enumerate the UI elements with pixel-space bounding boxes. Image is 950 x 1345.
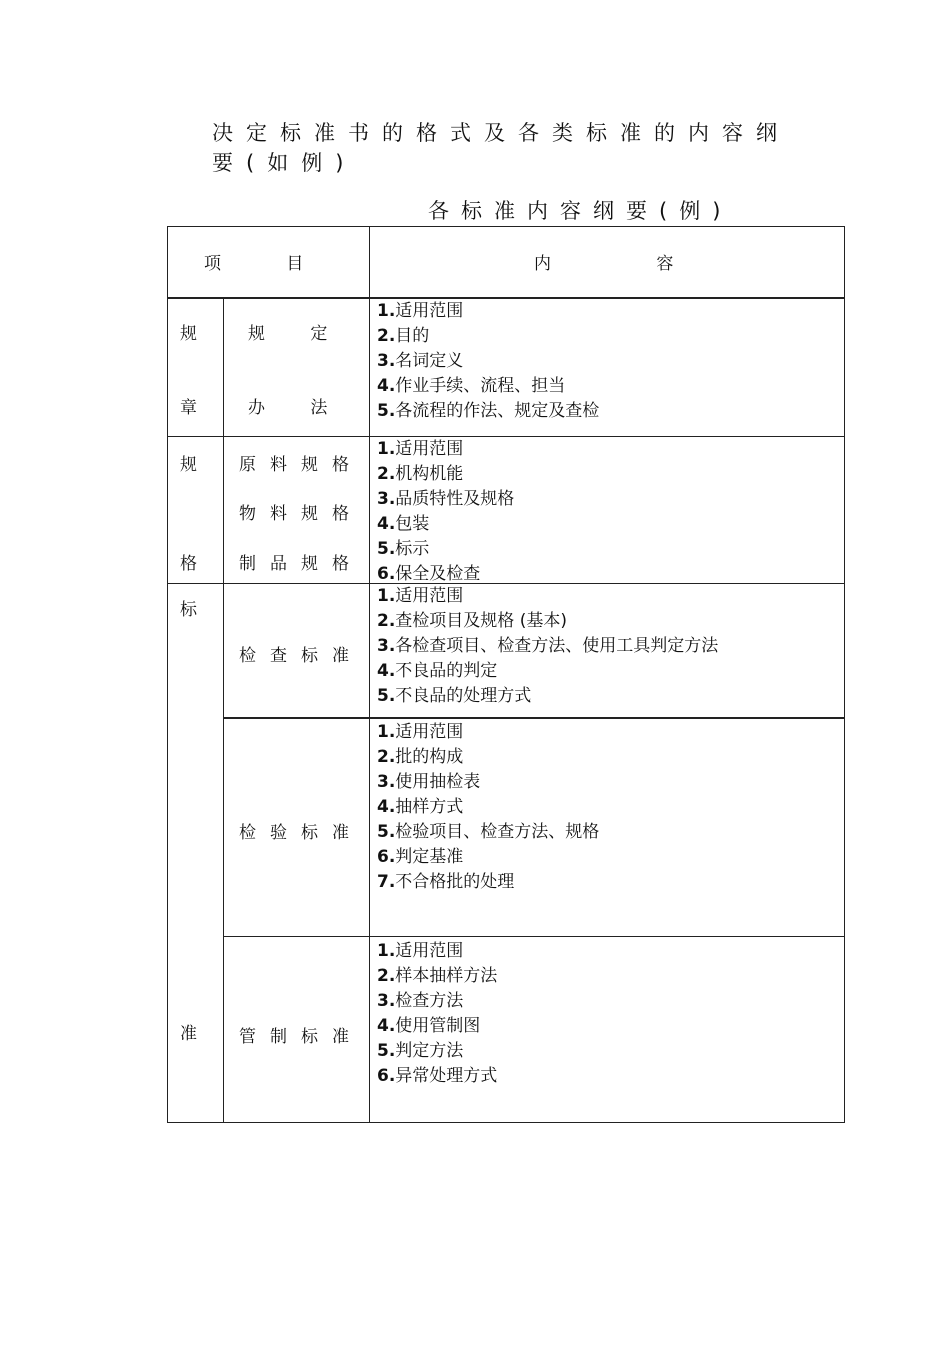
content-item: 5.标示 bbox=[377, 539, 430, 559]
sub-label: 检验标准 bbox=[239, 823, 363, 843]
content-item: 2.目的 bbox=[377, 326, 430, 346]
sub-label: 物料规格 bbox=[239, 504, 363, 524]
header-content: 内 容 bbox=[534, 254, 674, 274]
content-item: 6.保全及检查 bbox=[377, 564, 481, 583]
content-list bbox=[377, 939, 497, 1089]
content-item: 2.样本抽样方法 bbox=[377, 966, 498, 986]
sub-label: 办 法 bbox=[248, 398, 328, 418]
group-label: 标 bbox=[180, 600, 197, 620]
header-item: 项 目 bbox=[204, 254, 304, 274]
row-divider bbox=[223, 936, 845, 937]
content-item: 1.适用范围 bbox=[377, 586, 464, 606]
content-item: 4.使用管制图 bbox=[377, 1016, 481, 1036]
content-item: 4.包装 bbox=[377, 514, 430, 534]
document-title-line2: 要(如例) bbox=[212, 151, 357, 175]
table-border-left bbox=[167, 226, 168, 1123]
content-list bbox=[377, 720, 599, 895]
content-list bbox=[377, 299, 599, 424]
sub-label: 原料规格 bbox=[239, 455, 363, 475]
sub-label: 检查标准 bbox=[239, 646, 363, 666]
group-label: 章 bbox=[180, 398, 197, 418]
content-item: 5.各流程的作法、规定及查检 bbox=[377, 401, 600, 421]
document-title-line1: 决定标准书的格式及各类标准的内容纲 bbox=[212, 121, 790, 145]
content-item: 5.不良品的处理方式 bbox=[377, 686, 532, 706]
content-item: 3.名词定义 bbox=[377, 351, 464, 371]
group-label: 格 bbox=[180, 554, 197, 574]
content-item: 3.品质特性及规格 bbox=[377, 489, 515, 509]
content-item: 1.适用范围 bbox=[377, 941, 464, 961]
content-item: 7.不合格批的处理 bbox=[377, 872, 515, 892]
table-title: 各标准内容纲要(例) bbox=[428, 199, 733, 223]
content-item: 1.适用范围 bbox=[377, 439, 464, 459]
content-item: 4.抽样方式 bbox=[377, 797, 464, 817]
content-item: 2.查检项目及规格 (基本) bbox=[377, 611, 567, 631]
content-item: 5.检验项目、检查方法、规格 bbox=[377, 822, 600, 842]
content-item: 1.适用范围 bbox=[377, 301, 464, 321]
content-item: 4.作业手续、流程、担当 bbox=[377, 376, 566, 396]
content-item: 6.异常处理方式 bbox=[377, 1066, 498, 1086]
content-item: 4.不良品的判定 bbox=[377, 661, 498, 681]
content-item: 3.使用抽检表 bbox=[377, 772, 481, 792]
content-item: 2.机构机能 bbox=[377, 464, 464, 484]
column-divider bbox=[223, 297, 224, 1123]
content-item: 6.判定基准 bbox=[377, 847, 464, 867]
sub-label: 规 定 bbox=[248, 324, 328, 344]
group-label: 准 bbox=[180, 1024, 197, 1044]
content-item: 5.判定方法 bbox=[377, 1041, 464, 1061]
row-divider bbox=[223, 717, 845, 719]
content-list bbox=[377, 584, 718, 709]
content-item: 2.批的构成 bbox=[377, 747, 464, 767]
group-label: 规 bbox=[180, 455, 197, 475]
column-divider bbox=[369, 226, 370, 1123]
content-item: 3.各检查项目、检查方法、使用工具判定方法 bbox=[377, 636, 719, 656]
group-label: 规 bbox=[180, 324, 197, 344]
content-list bbox=[377, 437, 514, 583]
table-border-top bbox=[167, 226, 845, 227]
content-item: 3.检查方法 bbox=[377, 991, 464, 1011]
table-border-bottom bbox=[167, 1122, 845, 1123]
content-item: 1.适用范围 bbox=[377, 722, 464, 742]
sub-label: 管制标准 bbox=[239, 1027, 363, 1047]
sub-label: 制品规格 bbox=[239, 554, 363, 574]
table-border-right bbox=[844, 226, 845, 1123]
